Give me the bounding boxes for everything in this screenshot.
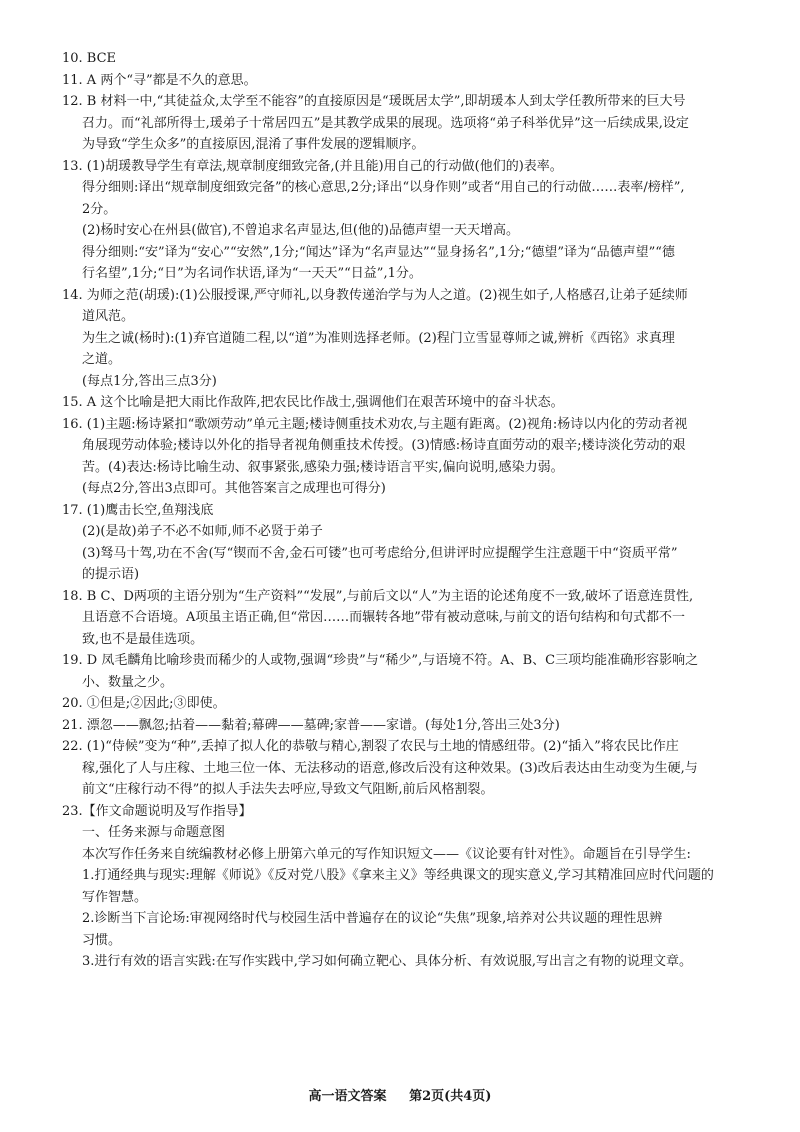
answer-line: 18. B C、D两项的主语分别为“生产资料”“发展”,与前后文以“人”为主语的论述角度不一致,破坏了语意连贯性,: [62, 588, 694, 604]
answer-line: 为生之诚(杨时):(1)弃官道随二程,以“道”为准则选择老师。(2)程门立雪显尊师之诚,辨析《西铭》求真理: [82, 330, 675, 346]
answer-line: 22. (1)“侍候”变为“种”,丢掉了拟人化的恭敬与精心,割裂了农民与土地的情感纽带。(2)“插入”将农民比作庄: [62, 739, 679, 754]
answer-body: [62, 48, 760, 973]
answer-line: 道风范。: [82, 309, 135, 324]
answer-line: 12. B 材料一中,“其徒益众,太学至不能容”的直接原因是“瑗既居太学”,即胡瑗本人到太学任教所带来的巨大号: [62, 94, 686, 109]
answer-line: (每点1分,答出三点3分): [82, 373, 217, 389]
answer-line: 得分细则:译出“规章制度细致完备”的核心意思,2分;译出“以身作则”或者“用自己的行动做……表率/榜样”,: [82, 180, 685, 195]
answer-line: 17. (1)鹰击长空,鱼翔浅底: [62, 502, 214, 518]
answer-line: 稼,强化了人与庄稼、土地三位一体、无法移动的语意,修改后没有这种效果。(3)改后表达由生动变为生硬,与: [82, 760, 698, 776]
answer-line: 前文“庄稼行动不得”的拟人手法失去呼应,导致文气阻断,前后风格割裂。: [82, 782, 494, 797]
answer-line: 20. ①但是;②因此;③即使。: [62, 696, 226, 711]
answer-line: 致,也不是最佳选项。: [82, 631, 204, 647]
answer-line: 之道。: [82, 352, 122, 367]
answer-line: 一、任务来源与命题意图: [82, 825, 226, 840]
answer-line: 得分细则:“安”译为“安心”“安然”,1分;“闻达”译为“名声显达”“显身扬名”,1分;“德望”译为“品德声望”“德: [82, 244, 675, 260]
answer-line: 3.进行有效的语言实践:在写作实践中,学习如何确立靶心、具体分析、有效说服,写出言之有物的说理文章。: [82, 954, 693, 969]
answer-line: 1.打通经典与现实:理解《师说》《反对党八股》《拿来主义》等经典课文的现实意义,学习其精准回应时代问题的: [82, 868, 714, 883]
answer-line: 11. A 两个“寻”都是不久的意思。: [62, 72, 257, 88]
answer-line: 苦。(4)表达:杨诗比喻生动、叙事紧张,感染力强;楼诗语言平实,偏向说明,感染力弱。: [82, 459, 564, 475]
answer-line: 本次写作任务来自统编教材必修上册第六单元的写作知识短文——《议论要有针对性》。命题旨在引导学生:: [82, 846, 691, 862]
answer-line: 召力。而“礼部所得士,瑗弟子十常居四五”是其教学成果的展现。选项将“弟子科举优异”这一后续成果,设定: [82, 115, 689, 131]
answer-line: 小、数量之少。: [82, 674, 174, 690]
answer-line: 的提示语): [82, 567, 140, 582]
answer-line: 为导致“学生众多”的直接原因,混淆了事件发展的逻辑顺序。: [82, 137, 425, 152]
answer-line: (每点2分,答出3点即可。其他答案言之成理也可得分): [82, 481, 386, 496]
answer-line: (2)杨时安心在州县(做官),不曾追求名声显达,但(他的)品德声望一天天增高。: [82, 223, 519, 238]
answer-line: 23.【作文命题说明及写作指导】: [62, 803, 252, 819]
answer-line: 角展现劳动体验;楼诗以外化的指导者视角侧重技术传授。(3)情感:杨诗直面劳动的艰辛;楼诗淡化劳动的艰: [82, 438, 686, 453]
answer-line: 10. BCE: [62, 51, 117, 66]
answer-line: 14. 为师之范(胡瑗):(1)公服授课,严守师礼,以身教传递治学与为人之道。(2)视生如子,人格感召,让弟子延续师: [62, 287, 688, 303]
answer-line: 13. (1)胡瑗教导学生有章法,规章制度细致完备,(并且能)用自己的行动做(他们的)表率。: [62, 158, 563, 174]
answer-line: (3)驽马十驾,功在不舍(写“锲而不舍,金石可镂”也可考虑给分,但讲评时应提醒学生注意题干中“资质平常”: [82, 545, 678, 561]
answer-line: 2分。: [82, 201, 117, 217]
answer-line: 21. 漂忽——飘忽;拈着——黏着;幕碑——墓碑;家普——家谱。(每处1分,答出三处3分): [62, 717, 560, 733]
page-footer: [0, 1085, 800, 1104]
answer-line: (2)(是故)弟子不必不如师,师不必贤于弟子: [82, 524, 323, 539]
answer-line: 行名望”,1分;“日”为名词作状语,译为“一天天”“日益”,1分。: [82, 266, 422, 281]
answer-line: 且语意不合语境。A项虽主语正确,但“常因……而辗转各地”带有被动意味,与前文的语句结构和句式都不一: [82, 610, 685, 625]
answer-line: 16. (1)主题:杨诗紧扣“歌颂劳动”单元主题;楼诗侧重技术劝农,与主题有距离。(2)视角:杨诗以内化的劳动者视: [62, 416, 688, 432]
answer-line: 写作智慧。: [82, 889, 148, 905]
footer-subject: 高一语文答案: [308, 1089, 387, 1104]
answer-line: 15. A 这个比喻是把大雨比作敌阵,把农民比作战士,强调他们在艰苦环境中的奋斗状态。: [62, 395, 564, 410]
answer-line: 19. D 凤毛麟角比喻珍贵而稀少的人或物,强调“珍贵”与“稀少”,与语境不符。A、B、C三项均能准确形容影响之: [62, 653, 699, 668]
answer-line: 习惯。: [82, 932, 122, 948]
footer-page-number: 第2页(共4页): [409, 1089, 492, 1104]
answer-line: 2.诊断当下言论场:审视网络时代与校园生活中普遍存在的议论“失焦”现象,培养对公共议题的理性思辨: [82, 911, 663, 926]
